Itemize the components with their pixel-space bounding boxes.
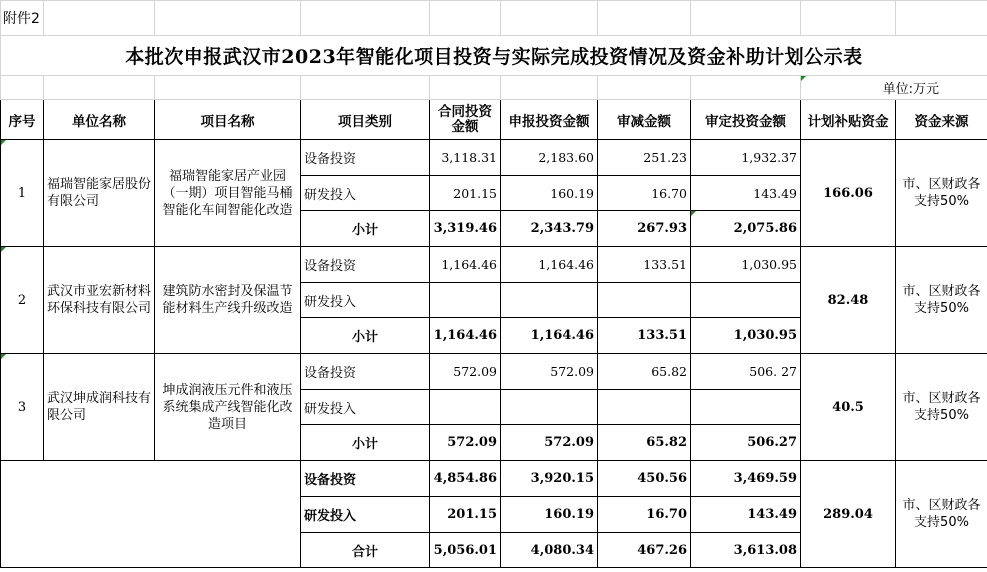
- contract-amount[interactable]: 3,319.46: [430, 211, 501, 247]
- category-equipment[interactable]: 设备投资: [301, 140, 430, 176]
- contract-amount[interactable]: 572.09: [430, 425, 501, 461]
- reduced-amount[interactable]: 65.82: [598, 425, 691, 461]
- grand-total-label[interactable]: 合计: [301, 533, 430, 568]
- reduced-amount[interactable]: [598, 390, 691, 425]
- project-name[interactable]: 坤成润液压元件和液压系统集成产线智能化改造项目: [155, 354, 301, 461]
- cell[interactable]: [1, 76, 44, 100]
- total-contract[interactable]: 201.15: [430, 497, 501, 533]
- cell[interactable]: [155, 1, 301, 36]
- fund-source[interactable]: 市、区财政各支持50%: [896, 247, 987, 354]
- contract-amount[interactable]: 572.09: [430, 354, 501, 390]
- category-rnd[interactable]: 研发投入: [301, 390, 430, 425]
- declared-amount[interactable]: 572.09: [501, 354, 598, 390]
- cell[interactable]: [301, 76, 430, 100]
- declared-amount[interactable]: [501, 283, 598, 318]
- row-seq[interactable]: 3: [1, 354, 44, 461]
- company-name[interactable]: 武汉市亚宏新材料环保科技有限公司: [44, 247, 155, 354]
- reduced-amount[interactable]: [598, 283, 691, 318]
- cell[interactable]: [301, 1, 430, 36]
- cell[interactable]: [691, 76, 801, 100]
- total-approved[interactable]: 3,469.59: [691, 461, 801, 497]
- approved-amount[interactable]: 506. 27: [691, 354, 801, 390]
- company-name[interactable]: 武汉坤成润科技有限公司: [44, 354, 155, 461]
- total-contract[interactable]: 4,854.86: [430, 461, 501, 497]
- total-declared[interactable]: 3,920.15: [501, 461, 598, 497]
- attachment-label[interactable]: 附件2: [1, 1, 44, 36]
- contract-amount[interactable]: 1,164.46: [430, 318, 501, 354]
- subtotal-label[interactable]: 小计: [301, 211, 430, 247]
- declared-amount[interactable]: 160.19: [501, 176, 598, 211]
- approved-amount[interactable]: 1,932.37: [691, 140, 801, 176]
- contract-amount[interactable]: 1,164.46: [430, 247, 501, 283]
- subsidy-amount[interactable]: 82.48: [801, 247, 896, 354]
- header-category[interactable]: 项目类别: [301, 100, 430, 140]
- reduced-amount[interactable]: 133.51: [598, 247, 691, 283]
- cell[interactable]: [501, 76, 598, 100]
- approved-amount[interactable]: [691, 283, 801, 318]
- header-contract[interactable]: 合同投资金额: [430, 100, 501, 140]
- grand-total-declared[interactable]: 4,080.34: [501, 533, 598, 568]
- approved-amount[interactable]: 2,075.86: [691, 211, 801, 247]
- declared-amount[interactable]: 572.09: [501, 425, 598, 461]
- total-category-rnd[interactable]: 研发投入: [301, 497, 430, 533]
- contract-amount[interactable]: [430, 283, 501, 318]
- row-seq[interactable]: 1: [1, 140, 44, 247]
- grand-total-approved[interactable]: 3,613.08: [691, 533, 801, 568]
- approved-amount[interactable]: 143.49: [691, 176, 801, 211]
- grand-total-contract[interactable]: 5,056.01: [430, 533, 501, 568]
- total-fund-source[interactable]: 市、区财政各支持50%: [896, 461, 987, 568]
- contract-amount[interactable]: 3,118.31: [430, 140, 501, 176]
- declared-amount[interactable]: 1,164.46: [501, 318, 598, 354]
- reduced-amount[interactable]: 65.82: [598, 354, 691, 390]
- subtotal-label[interactable]: 小计: [301, 425, 430, 461]
- approved-amount[interactable]: [691, 390, 801, 425]
- total-category-equipment[interactable]: 设备投资: [301, 461, 430, 497]
- cell[interactable]: [801, 1, 896, 36]
- fund-source[interactable]: 市、区财政各支持50%: [896, 354, 987, 461]
- grand-total-reduced[interactable]: 467.26: [598, 533, 691, 568]
- approved-amount[interactable]: 506.27: [691, 425, 801, 461]
- declared-amount[interactable]: [501, 390, 598, 425]
- total-reduced[interactable]: 16.70: [598, 497, 691, 533]
- category-rnd[interactable]: 研发投入: [301, 176, 430, 211]
- total-approved[interactable]: 143.49: [691, 497, 801, 533]
- reduced-amount[interactable]: 267.93: [598, 211, 691, 247]
- cell[interactable]: [44, 76, 155, 100]
- totals-blank[interactable]: [1, 461, 301, 568]
- category-rnd[interactable]: 研发投入: [301, 283, 430, 318]
- declared-amount[interactable]: 2,183.60: [501, 140, 598, 176]
- subsidy-amount[interactable]: 166.06: [801, 140, 896, 247]
- header-subsidy[interactable]: 计划补贴资金: [801, 100, 896, 140]
- cell[interactable]: [896, 1, 987, 36]
- declared-amount[interactable]: 2,343.79: [501, 211, 598, 247]
- total-subsidy[interactable]: 289.04: [801, 461, 896, 568]
- cell[interactable]: [430, 1, 501, 36]
- subsidy-amount[interactable]: 40.5: [801, 354, 896, 461]
- total-declared[interactable]: 160.19: [501, 497, 598, 533]
- reduced-amount[interactable]: 133.51: [598, 318, 691, 354]
- total-reduced[interactable]: 450.56: [598, 461, 691, 497]
- header-source[interactable]: 资金来源: [896, 100, 987, 140]
- fund-source[interactable]: 市、区财政各支持50%: [896, 140, 987, 247]
- company-name[interactable]: 福瑞智能家居股份有限公司: [44, 140, 155, 247]
- header-declared[interactable]: 申报投资金额: [501, 100, 598, 140]
- contract-amount[interactable]: [430, 390, 501, 425]
- cell[interactable]: [155, 76, 301, 100]
- header-project[interactable]: 项目名称: [155, 100, 301, 140]
- subtotal-label[interactable]: 小计: [301, 318, 430, 354]
- cell[interactable]: [598, 1, 691, 36]
- cell[interactable]: [501, 1, 598, 36]
- contract-amount[interactable]: 201.15: [430, 176, 501, 211]
- project-name[interactable]: 建筑防水密封及保温节能材料生产线升级改造: [155, 247, 301, 354]
- category-equipment[interactable]: 设备投资: [301, 247, 430, 283]
- reduced-amount[interactable]: 16.70: [598, 176, 691, 211]
- approved-amount[interactable]: 1,030.95: [691, 247, 801, 283]
- header-seq[interactable]: 序号: [1, 100, 44, 140]
- cell[interactable]: [691, 1, 801, 36]
- cell[interactable]: [598, 76, 691, 100]
- reduced-amount[interactable]: 251.23: [598, 140, 691, 176]
- header-reduced[interactable]: 审减金额: [598, 100, 691, 140]
- category-equipment[interactable]: 设备投资: [301, 354, 430, 390]
- table-title[interactable]: 本批次申报武汉市2023年智能化项目投资与实际完成投资情况及资金补助计划公示表: [1, 36, 987, 76]
- cell[interactable]: [430, 76, 501, 100]
- row-seq[interactable]: 2: [1, 247, 44, 354]
- header-approved[interactable]: 审定投资金额: [691, 100, 801, 140]
- project-name[interactable]: 福瑞智能家居产业园（一期）项目智能马桶智能化车间智能化改造: [155, 140, 301, 247]
- declared-amount[interactable]: 1,164.46: [501, 247, 598, 283]
- cell[interactable]: [44, 1, 155, 36]
- unit-label[interactable]: 单位:万元: [801, 76, 987, 100]
- approved-amount[interactable]: 1,030.95: [691, 318, 801, 354]
- header-company[interactable]: 单位名称: [44, 100, 155, 140]
